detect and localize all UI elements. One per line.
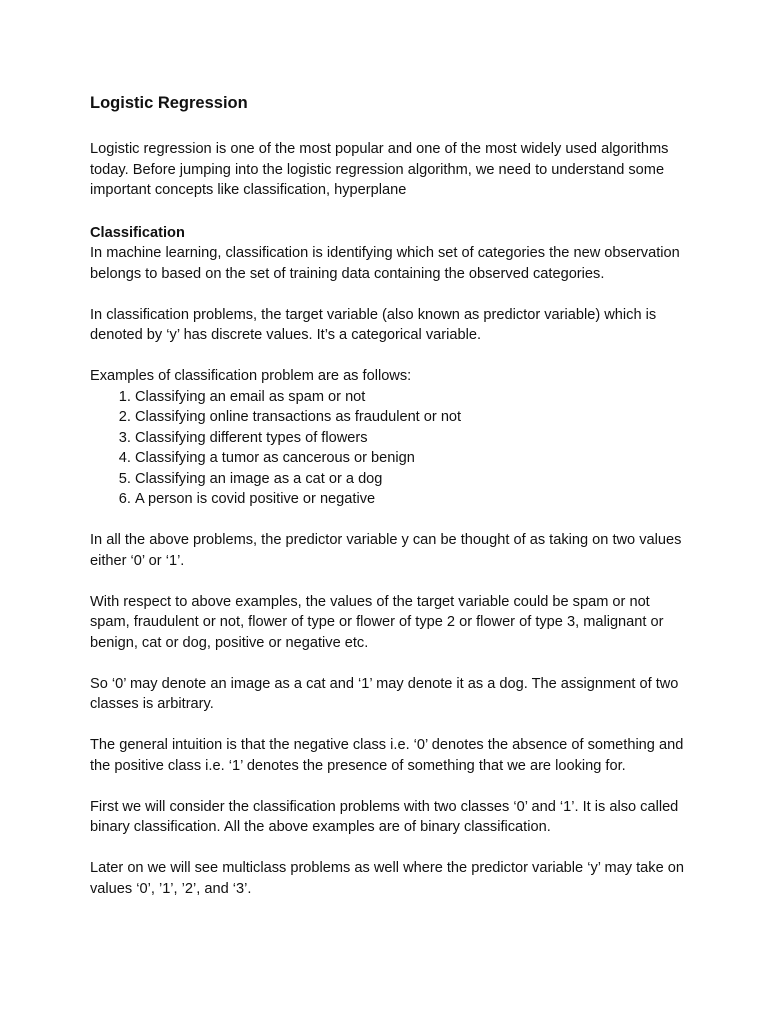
- intro-paragraph: Logistic regression is one of the most popular and one of the most widely used algorithms today. Before jumping into the logistic regression algorithm, we need to understand some important concepts like classification, hyperplane: [90, 141, 669, 198]
- list-item: 5. Classifying an image as a cat or a dog: [135, 469, 690, 490]
- target-variable-paragraph: In classification problems, the target variable (also known as predictor variable) which is denoted by ‘y’ has discrete values. It’s a categorical variable.: [90, 306, 657, 343]
- list-item: 3. Classifying different types of flowers: [135, 428, 690, 449]
- list-item: 1. Classifying an email as spam or not: [135, 387, 690, 408]
- assignment-paragraph: So ‘0’ may denote an image as a cat and ‘1’ may denote it as a dog. The assignment of two classes is arbitrary.: [90, 675, 679, 712]
- intuition-paragraph: The general intuition is that the negative class i.e. ‘0’ denotes the absence of something and the positive class i.e. ‘1’ denotes the presence of something that we are looking for.: [90, 737, 684, 774]
- target-values-paragraph: With respect to above examples, the values of the target variable could be spam or not spam, fraudulent or not, flower of type or flower of type 2 or flower of type 3, malignant or benign, cat or dog, positive or negative etc.: [90, 593, 664, 651]
- examples-list: [90, 387, 690, 510]
- classification-heading: Classification: [90, 224, 185, 241]
- document-title: Logistic Regression: [90, 94, 248, 112]
- document-page: [90, 92, 690, 920]
- classification-definition-paragraph: In machine learning, classification is identifying which set of categories the new observation belongs to based on the set of training data containing the observed categories.: [90, 245, 680, 282]
- list-item: 2. Classifying online transactions as fraudulent or not: [135, 407, 690, 428]
- binary-classification-paragraph: First we will consider the classification problems with two classes ‘0’ and ‘1’. It is also called binary classification. All the above examples are of binary classification.: [90, 798, 679, 835]
- binary-values-paragraph: In all the above problems, the predictor variable y can be thought of as taking on two values either ‘0’ or ‘1’.: [90, 532, 682, 569]
- multiclass-paragraph: Later on we will see multiclass problems as well where the predictor variable ‘y’ may take on values ‘0’, ’1’, ’2’, and ‘3’.: [90, 860, 685, 897]
- examples-lead-paragraph: Examples of classification problem are as follows:: [90, 368, 412, 384]
- list-item: 4. Classifying a tumor as cancerous or benign: [135, 448, 690, 469]
- list-item: 6. A person is covid positive or negative: [135, 489, 690, 510]
